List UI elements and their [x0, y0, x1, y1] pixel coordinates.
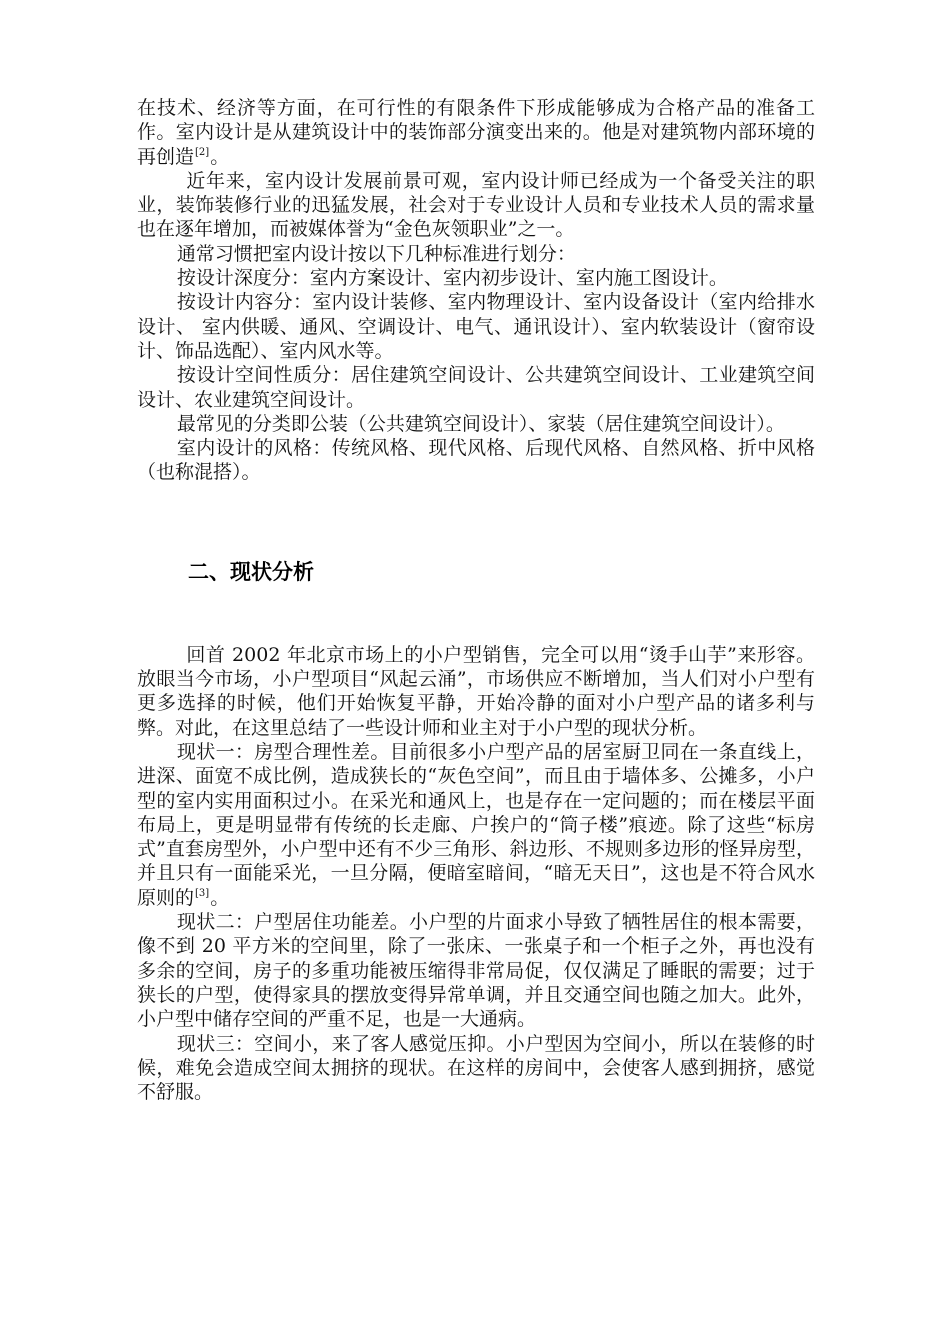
paragraph-end: 。: [210, 886, 230, 909]
paragraph: 室内设计的风格：传统风格、现代风格、后现代风格、自然风格、折中风格（也称混搭）。: [137, 437, 815, 484]
section-heading: 二、现状分析: [188, 559, 314, 584]
paragraph: 通常习惯把室内设计按以下几种标准进行划分：: [176, 242, 576, 265]
paragraph: 按设计空间性质分：居住建筑空间设计、公共建筑空间设计、工业建筑空间设计、农业建筑空间设计。: [137, 364, 815, 411]
paragraph-text: 在技术、经济等方面，在可行性的有限条件下形成能够成为合格产品的准备工作。室内设计是从建筑设计中的装饰部分演变出来的。他是对建筑物内部环境的再创造: [137, 97, 815, 168]
paragraph-end: 。: [210, 145, 230, 168]
paragraph: 现状三：空间小，来了客人感觉压抑。小户型因为空间小，所以在装修的时候，难免会造成空间太拥挤的现状。在这样的房间中，会使客人感到拥挤，感觉不舒服。: [137, 1032, 815, 1104]
paragraph: [137, 740, 815, 910]
paragraph: 近年来，室内设计发展前景可观，室内设计师已经成为一个备受关注的职业，装饰装修行业的迅猛发展，社会对于专业设计人员和专业技术人员的需求量也在逐年增加，而被媒体誉为“金色灰领职业”之一。: [137, 169, 815, 241]
paragraph: [137, 96, 815, 169]
paragraph: 现状二：户型居住功能差。小户型的片面求小导致了牺牲居住的根本需要，像不到 20 平方米的空间里，除了一张床、一张桌子和一个柜子之外，再也没有多余的空间，房子的多重功能被压缩得非常局促，仅仅满足了睡眠的需要；过于狭长的户型，使得家具的摆放变得异常单调，并且交通空间也随之加大。此外，小户型中储存空间的严重不足，也是一大通病。: [137, 911, 815, 1031]
citation-marker: [3]: [195, 887, 210, 899]
paragraph-text: 现状一：房型合理性差。目前很多小户型产品的居室厨卫同在一条直线上，进深、面宽不成比例，造成狭长的“灰色空间”，而且由于墙体多、公摊多，小户型的室内实用面积过小。在采光和通风上，也是存在一定问题的；而在楼层平面布局上，更是明显带有传统的长走廊、户挨户的“筒子楼”痕迹。除了这些“标房式”直套房型外，小户型中还有不少三角形、斜边形、不规则多边形的怪异房型，并且只有一面能采光，一旦分隔，便暗室暗间，“暗无天日”，这也是不符合风水原则的: [137, 740, 815, 909]
paragraph: 按设计深度分：室内方案设计、室内初步设计、室内施工图设计。: [176, 267, 728, 290]
citation-marker: [2]: [195, 146, 210, 158]
paragraph: 按设计内容分：室内设计装修、室内物理设计、室内设备设计（室内给排水设计、 室内供暖、通风、空调设计、电气、通讯设计）、室内软装设计（窗帘设计、饰品选配）、室内风水等。: [137, 291, 815, 362]
paragraph: 回首 2002 年北京市场上的小户型销售，完全可以用“烫手山芋”来形容。放眼当今市场，小户型项目“风起云涌”，市场供应不断增加，当人们对小户型有更多选择的时候，他们开始恢复平静，开始冷静的面对小户型产品的诸多利与弊。对此，在这里总结了一些设计师和业主对于小户型的现状分析。: [137, 643, 815, 739]
paragraph: 最常见的分类即公装（公共建筑空间设计）、家装（居住建筑空间设计）。: [176, 412, 785, 435]
document-body: [137, 96, 815, 1104]
